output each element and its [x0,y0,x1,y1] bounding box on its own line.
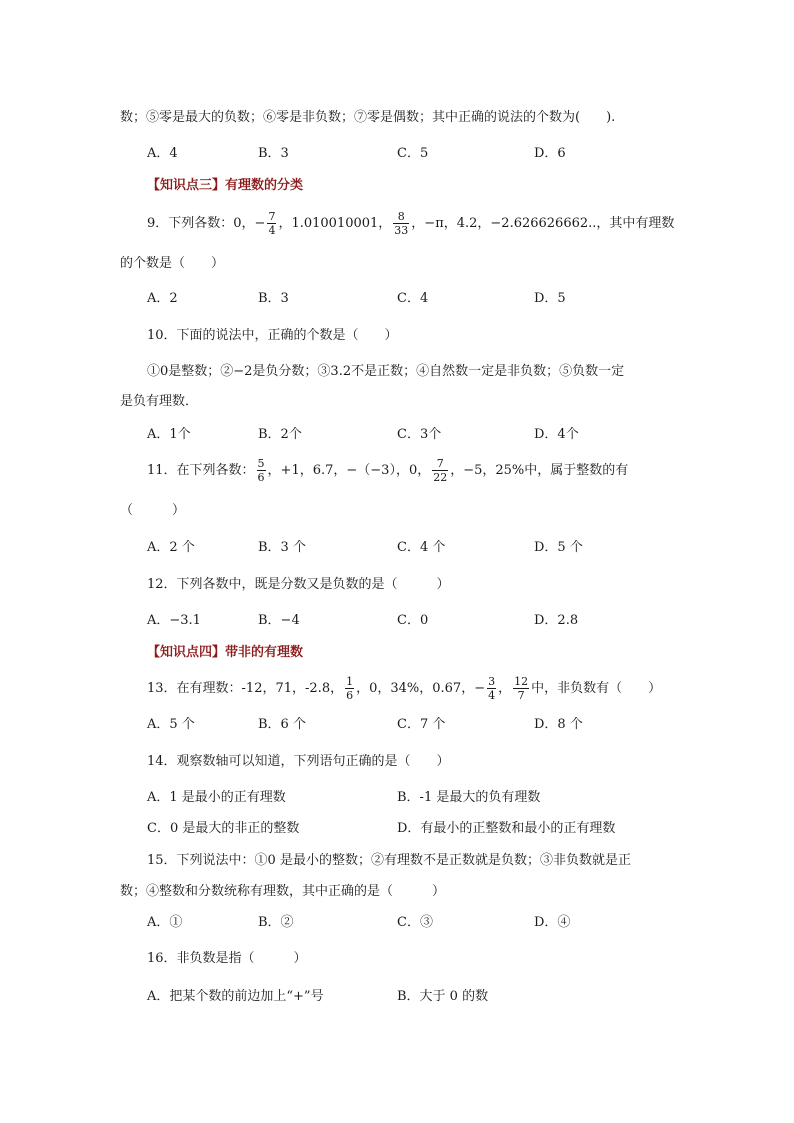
q13-prefix: 13．在有理数：-12，71，-2.8， [147,681,344,696]
q9-middle-2: ，−π，4.2，−2.626626662..，其中有理数 [411,216,675,231]
q10-statements-line-1: ①0是整数；②−2是负分数；③3.2不是正数；④自然数一定是非负数；⑤负数一定 [147,364,625,379]
q11-fraction-1-numerator: 5 [257,457,265,470]
q9-fraction-2-numerator: 8 [393,210,409,224]
q9-middle-1: ，1.010010001， [278,216,392,231]
q8-option-b[interactable]: B．3 [258,146,289,161]
q13-option-d[interactable]: D．8 个 [534,717,583,732]
q8-option-c[interactable]: C．5 [397,146,429,161]
q15-stem-line-2: 数；④整数和分数统称有理数，其中正确的是（ ） [120,884,446,899]
q13-fraction-1-numerator: 1 [346,675,354,688]
q13-fraction-1-denominator: 6 [346,689,354,702]
q10-option-b[interactable]: B．2个 [258,427,302,442]
q9-fraction-1-denominator: 4 [268,224,276,237]
q13-option-b[interactable]: B．6 个 [258,717,306,732]
q13-fraction-3 [513,675,529,702]
q14-option-a[interactable]: A．1 是最小的正有理数 [147,790,286,805]
q15-option-d[interactable]: D．④ [534,915,571,930]
q11-fraction-2-denominator: 22 [433,471,448,484]
q13-fraction-1 [345,675,354,702]
q11-middle-2: ，−5，25%中，属于整数的有 [450,463,629,478]
q11-option-a[interactable]: A．2 个 [147,540,195,555]
q11-middle-1: ，+1，6.7，−（−3），0， [267,463,431,478]
q9-option-c[interactable]: C．4 [397,291,429,306]
q8-option-a[interactable]: A．4 [147,146,178,161]
q14-option-b[interactable]: B．-1 是最大的负有理数 [397,790,541,805]
q11-option-c[interactable]: C．4 个 [397,540,446,555]
q11-option-b[interactable]: B．3 个 [258,540,306,555]
q13-middle-2: ， [498,681,512,696]
q13-fraction-2 [487,675,496,702]
q9-option-d[interactable]: D．5 [534,291,566,306]
q12-option-a[interactable]: A．−3.1 [147,613,201,628]
q10-option-a[interactable]: A．1个 [147,427,191,442]
q16-option-a[interactable]: A．把某个数的前边加上“+”号 [147,989,324,1004]
q9-option-b[interactable]: B．3 [258,291,289,306]
q15-option-b[interactable]: B．② [258,915,294,930]
q9-fraction-2-denominator: 33 [394,224,409,237]
q11-fraction-2-numerator: 7 [432,457,448,471]
q10-option-c[interactable]: C．3个 [397,427,442,442]
q11-fraction-2 [432,457,448,484]
q8-tail-text: 数；⑤零是最大的负数；⑥零是非负数；⑦零是偶数；其中正确的说法的个数为( ). [120,110,616,125]
q11-option-d[interactable]: D．5 个 [534,540,583,555]
q12-option-c[interactable]: C．0 [397,613,429,628]
q9-option-a[interactable]: A．2 [147,291,178,306]
q15-option-c[interactable]: C．③ [397,915,433,930]
q13-stem [147,674,661,704]
q14-option-d[interactable]: D．有最小的正整数和最小的正有理数 [397,821,616,836]
q8-option-d[interactable]: D．6 [534,146,566,161]
q12-option-b[interactable]: B．−4 [258,613,300,628]
q9-fraction-1-sign: − [254,216,266,231]
q9-fraction-1-numerator: 7 [268,210,276,223]
q16-option-b[interactable]: B．大于 0 的数 [397,989,489,1004]
q9-fraction-1 [267,210,276,237]
q13-suffix: 中，非负数有（ ） [531,681,662,696]
q15-stem-line-1: 15．下列说法中：①0 是最小的整数；②有理数不是正数就是负数；③非负数就是正 [147,853,631,868]
q11-prefix: 11．在下列各数： [147,463,255,478]
q9-prefix: 9．下列各数：0， [147,216,255,231]
q13-option-a[interactable]: A．5 个 [147,717,195,732]
q13-middle-1: ，0，34%，0.67，− [356,681,486,696]
q10-option-d[interactable]: D．4个 [534,427,579,442]
q11-fraction-1 [257,457,266,484]
q13-fraction-2-denominator: 4 [488,689,496,702]
q14-stem: 14．观察数轴可以知道，下列语句正确的是（ ） [147,754,450,769]
section-heading-3: 【知识点三】有理数的分类 [147,178,304,193]
q11-fraction-1-denominator: 6 [257,471,265,484]
q12-stem: 12．下列各数中，既是分数又是负数的是（ ） [147,577,450,592]
q9-fraction-2 [393,210,409,237]
q9-stem [147,210,674,238]
q10-stem: 10．下面的说法中，正确的个数是（ ） [147,328,398,343]
q13-fraction-3-denominator: 7 [517,689,525,702]
q13-option-c[interactable]: C．7 个 [397,717,446,732]
q14-option-c[interactable]: C．0 是最大的非正的整数 [147,821,300,836]
section-heading-4: 【知识点四】带非的有理数 [147,645,304,660]
q9-stem-line-2: 的个数是（ ） [120,256,225,271]
q15-option-a[interactable]: A．① [147,915,183,930]
q11-stem [147,457,628,485]
q10-statements-line-2: 是负有理数． [120,394,199,409]
q13-fraction-2-numerator: 3 [488,675,496,688]
q11-stem-line-2: （ ） [120,503,186,518]
q13-fraction-3-numerator: 12 [514,675,529,688]
q12-option-d[interactable]: D．2.8 [534,613,579,628]
q16-stem: 16．非负数是指（ ） [147,951,307,966]
